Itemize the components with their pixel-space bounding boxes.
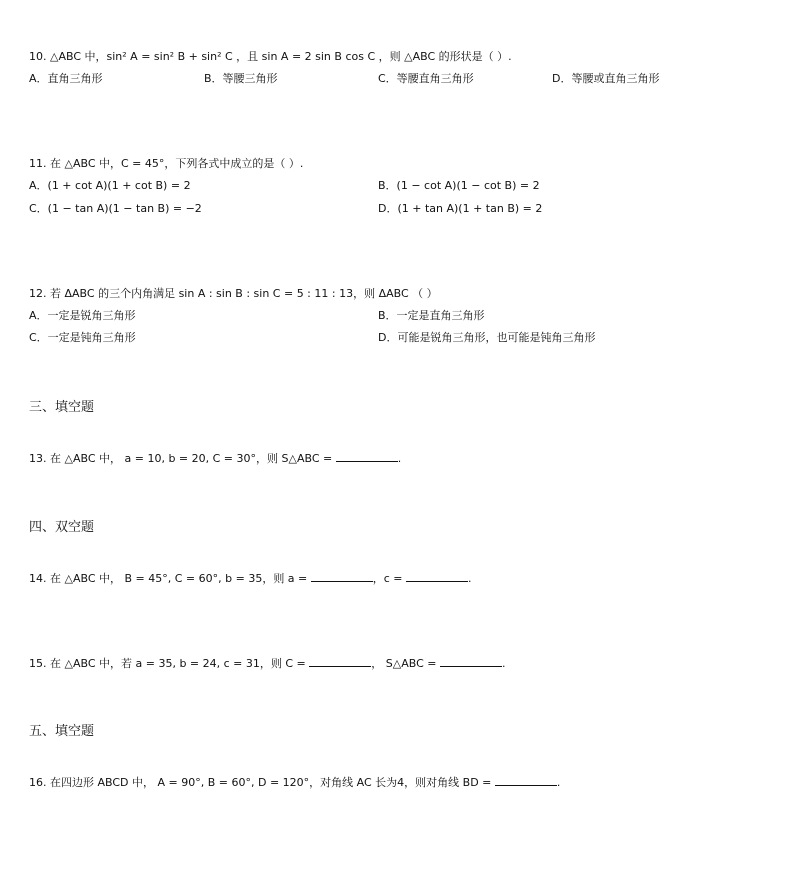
q10-option-d: D．等腰或直角三角形 — [552, 72, 660, 85]
q12-option-b: B．一定是直角三角形 — [378, 309, 485, 322]
question-13-end: . — [397, 452, 402, 465]
question-12-stem: 12. 若 ΔABC 的三个内角满足 sin A : sin B : sin C = 5 : 11 : 13，则 ΔABC （ ） — [29, 287, 438, 300]
question-15 — [29, 655, 506, 671]
section-heading-fill-in-2: 五、填空题 — [29, 724, 95, 739]
section-heading-double-blank: 四、双空题 — [29, 520, 95, 535]
question-15-mid: ， S△ABC = — [371, 657, 437, 670]
answer-blank-14-c[interactable] — [406, 570, 468, 582]
section-heading-fill-in: 三、填空题 — [29, 400, 95, 415]
answer-blank-13[interactable] — [336, 450, 398, 462]
question-13 — [29, 450, 401, 466]
question-15-text: 15. 在 △ABC 中，若 a = 35, b = 24, c = 31，则 C = — [29, 657, 306, 670]
q10-option-a: A．直角三角形 — [29, 72, 103, 85]
question-11-stem: 11. 在 △ABC 中，C = 45°，下列各式中成立的是（ ）. — [29, 157, 304, 170]
question-13-text: 13. 在 △ABC 中， a = 10, b = 20, C = 30°，则 S△ABC = — [29, 452, 333, 465]
question-16-text: 16. 在四边形 ABCD 中， A = 90°, B = 60°, D = 120°，对角线 AC 长为4，则对角线 BD = — [29, 776, 492, 789]
question-14-mid: ，c = — [372, 572, 403, 585]
answer-blank-16[interactable] — [495, 774, 557, 786]
q12-option-c: C．一定是钝角三角形 — [29, 331, 136, 344]
question-16 — [29, 774, 560, 790]
q11-option-b: B．(1 − cot A)(1 − cot B) = 2 — [378, 179, 540, 192]
q11-option-c: C．(1 − tan A)(1 − tan B) = −2 — [29, 202, 202, 215]
answer-blank-15-c[interactable] — [309, 655, 371, 667]
q12-option-d: D．可能是锐角三角形，也可能是钝角三角形 — [378, 331, 596, 344]
question-15-end: . — [502, 657, 506, 670]
question-10-stem: 10. △ABC 中，sin² A = sin² B + sin² C ，且 sin A = 2 sin B cos C ，则 △ABC 的形状是（ ）. — [29, 50, 512, 63]
question-14 — [29, 570, 472, 586]
question-14-end: . — [468, 572, 472, 585]
q11-option-d: D．(1 + tan A)(1 + tan B) = 2 — [378, 202, 543, 215]
answer-blank-14-a[interactable] — [311, 570, 373, 582]
q11-option-a: A．(1 + cot A)(1 + cot B) = 2 — [29, 179, 191, 192]
question-14-text: 14. 在 △ABC 中， B = 45°, C = 60°, b = 35，则 a = — [29, 572, 308, 585]
q10-option-b: B．等腰三角形 — [204, 72, 278, 85]
question-16-end: . — [556, 776, 561, 789]
q10-option-c: C．等腰直角三角形 — [378, 72, 474, 85]
answer-blank-15-area[interactable] — [440, 655, 502, 667]
q12-option-a: A．一定是锐角三角形 — [29, 309, 136, 322]
